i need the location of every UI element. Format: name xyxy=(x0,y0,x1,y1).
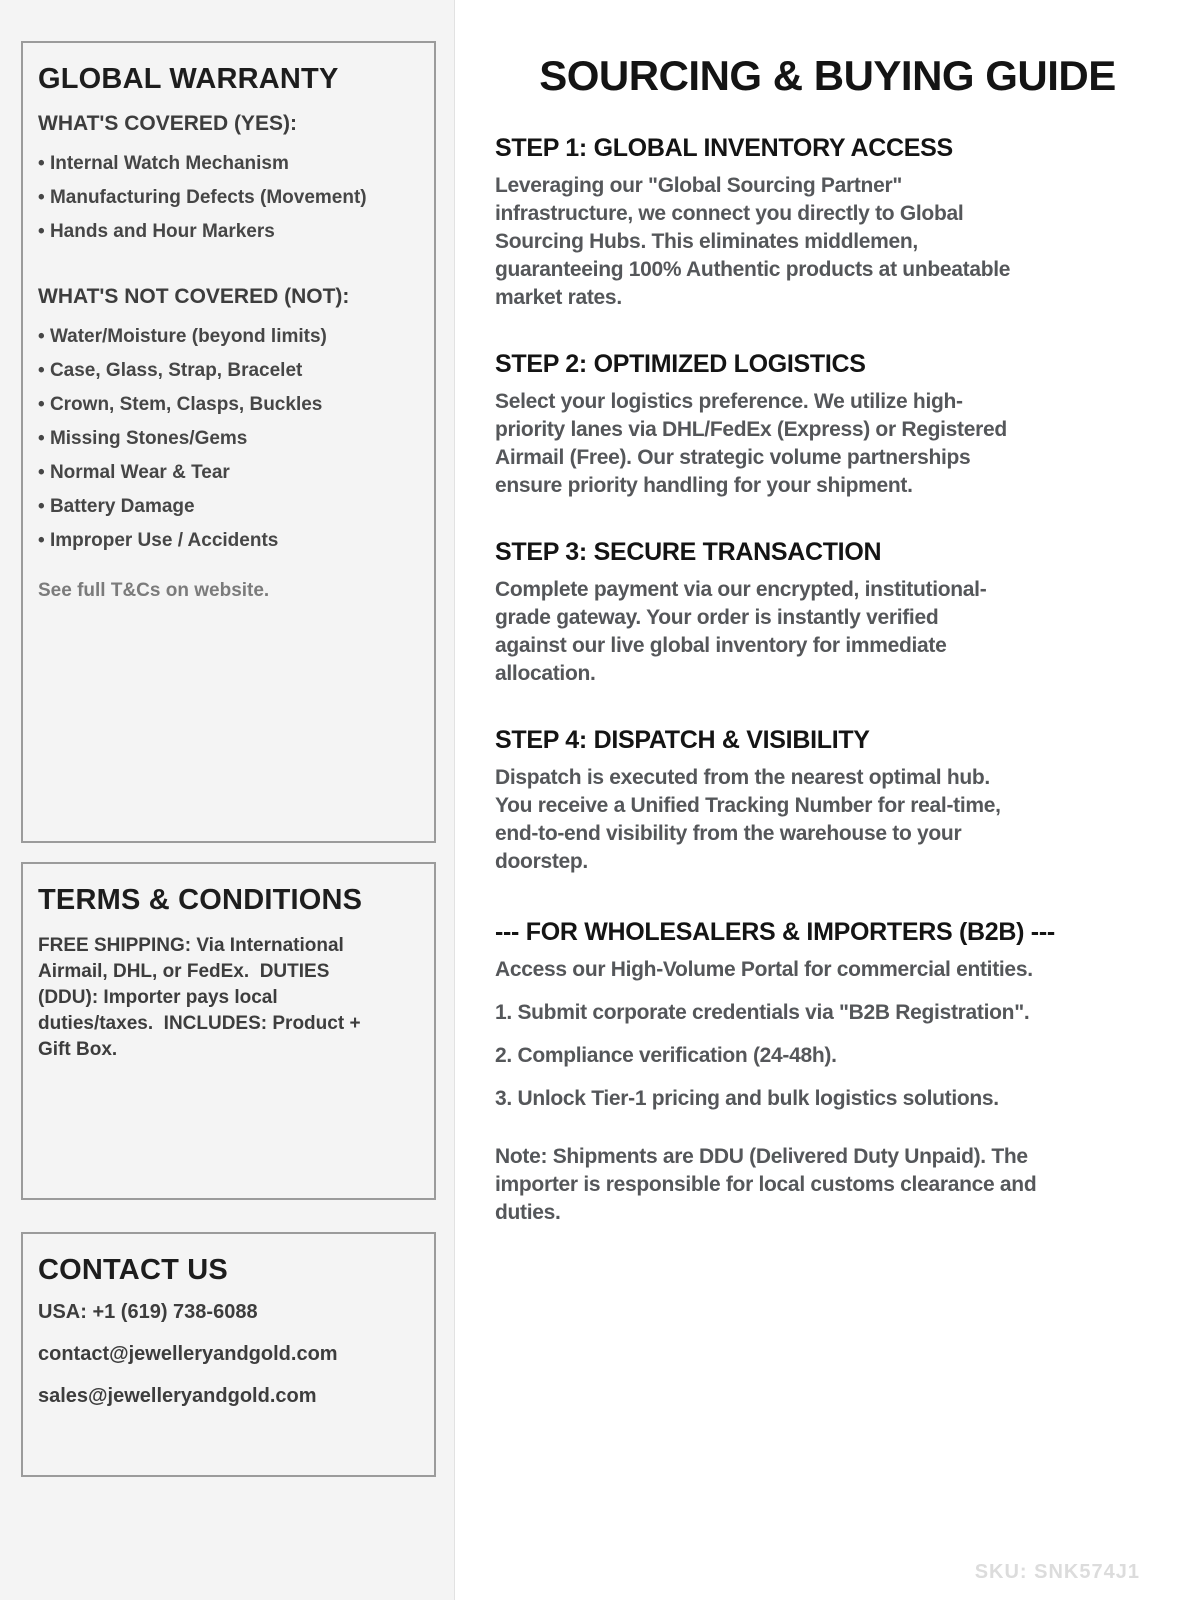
step-4-body: Dispatch is executed from the nearest optimal hub. You receive a Unified Tracking Number for real-time, end-to-end visibility from the warehouse to your doorstep. xyxy=(495,766,1001,873)
list-item: • Manufacturing Defects (Movement) xyxy=(38,188,416,207)
list-item: • Missing Stones/Gems xyxy=(38,429,416,448)
step-3-body: Complete payment via our encrypted, institutional-grade gateway. Your order is instantly verified against our live global inventory for immediate allocation. xyxy=(495,578,987,685)
b2b-item-1: 1. Submit corporate credentials via "B2B Registration". xyxy=(495,1001,1030,1024)
b2b-item-3: 3. Unlock Tier-1 pricing and bulk logistics solutions. xyxy=(495,1087,999,1110)
sku-label: SKU: SNK574J1 xyxy=(974,1561,1140,1583)
global-warranty-panel xyxy=(21,41,436,843)
list-item: • Hands and Hour Markers xyxy=(38,222,416,241)
covered-heading: WHAT'S COVERED (YES): xyxy=(38,112,297,135)
covered-list xyxy=(38,154,416,241)
list-item: • Normal Wear & Tear xyxy=(38,463,416,482)
not-covered-list xyxy=(38,327,416,550)
warranty-title: GLOBAL WARRANTY xyxy=(38,63,339,95)
sourcing-guide-main xyxy=(455,0,1200,1600)
b2b-section xyxy=(495,918,1160,1227)
not-covered-heading: WHAT'S NOT COVERED (NOT): xyxy=(38,285,350,308)
step-2-heading: STEP 2: OPTIMIZED LOGISTICS xyxy=(495,350,866,378)
contact-phone: USA: +1 (619) 738-6088 xyxy=(38,1301,258,1323)
step-1-heading: STEP 1: GLOBAL INVENTORY ACCESS xyxy=(495,134,953,162)
list-item: • Internal Watch Mechanism xyxy=(38,154,416,173)
contact-title: CONTACT US xyxy=(38,1254,228,1286)
list-item: • Case, Glass, Strap, Bracelet xyxy=(38,361,416,380)
step-2-section xyxy=(495,350,1160,500)
list-item: • Water/Moisture (beyond limits) xyxy=(38,327,416,346)
page-title: SOURCING & BUYING GUIDE xyxy=(539,52,1116,99)
b2b-intro: Access our High-Volume Portal for commercial entities. xyxy=(495,958,1033,981)
list-item: • Crown, Stem, Clasps, Buckles xyxy=(38,395,416,414)
list-item: • Battery Damage xyxy=(38,497,416,516)
b2b-heading: --- FOR WHOLESALERS & IMPORTERS (B2B) --- xyxy=(495,918,1055,946)
b2b-item-2: 2. Compliance verification (24-48h). xyxy=(495,1044,837,1067)
terms-body: FREE SHIPPING: Via International Airmail, DHL, or FedEx. DUTIES (DDU): Importer pays local duties/taxes. INCLUDES: Product + Gift Box. xyxy=(38,935,366,1060)
terms-conditions-panel xyxy=(21,862,436,1200)
step-4-section xyxy=(495,726,1160,876)
step-1-body: Leveraging our "Global Sourcing Partner" infrastructure, we connect you directly to Global Sourcing Hubs. This eliminates middlemen, guaranteeing 100% Authentic products at unbeatable market rates. xyxy=(495,174,1011,309)
contact-us-panel xyxy=(21,1232,436,1477)
b2b-note: Note: Shipments are DDU (Delivered Duty Unpaid). The importer is responsible for local customs clearance and duties. xyxy=(495,1145,1037,1224)
terms-title: TERMS & CONDITIONS xyxy=(38,884,363,916)
step-3-heading: STEP 3: SECURE TRANSACTION xyxy=(495,538,882,566)
list-item: • Improper Use / Accidents xyxy=(38,531,416,550)
sidebar xyxy=(0,0,455,1600)
step-3-section xyxy=(495,538,1160,688)
contact-sales-email: sales@jewelleryandgold.com xyxy=(38,1385,317,1407)
step-1-section xyxy=(495,134,1160,312)
contact-email: contact@jewelleryandgold.com xyxy=(38,1343,338,1365)
warranty-footnote: See full T&Cs on website. xyxy=(38,580,270,601)
step-4-heading: STEP 4: DISPATCH & VISIBILITY xyxy=(495,726,870,754)
step-2-body: Select your logistics preference. We utilize high-priority lanes via DHL/FedEx (Express) or Registered Airmail (Free). Our strategic volume partnerships ensure priority handling for your shipment. xyxy=(495,390,1007,497)
